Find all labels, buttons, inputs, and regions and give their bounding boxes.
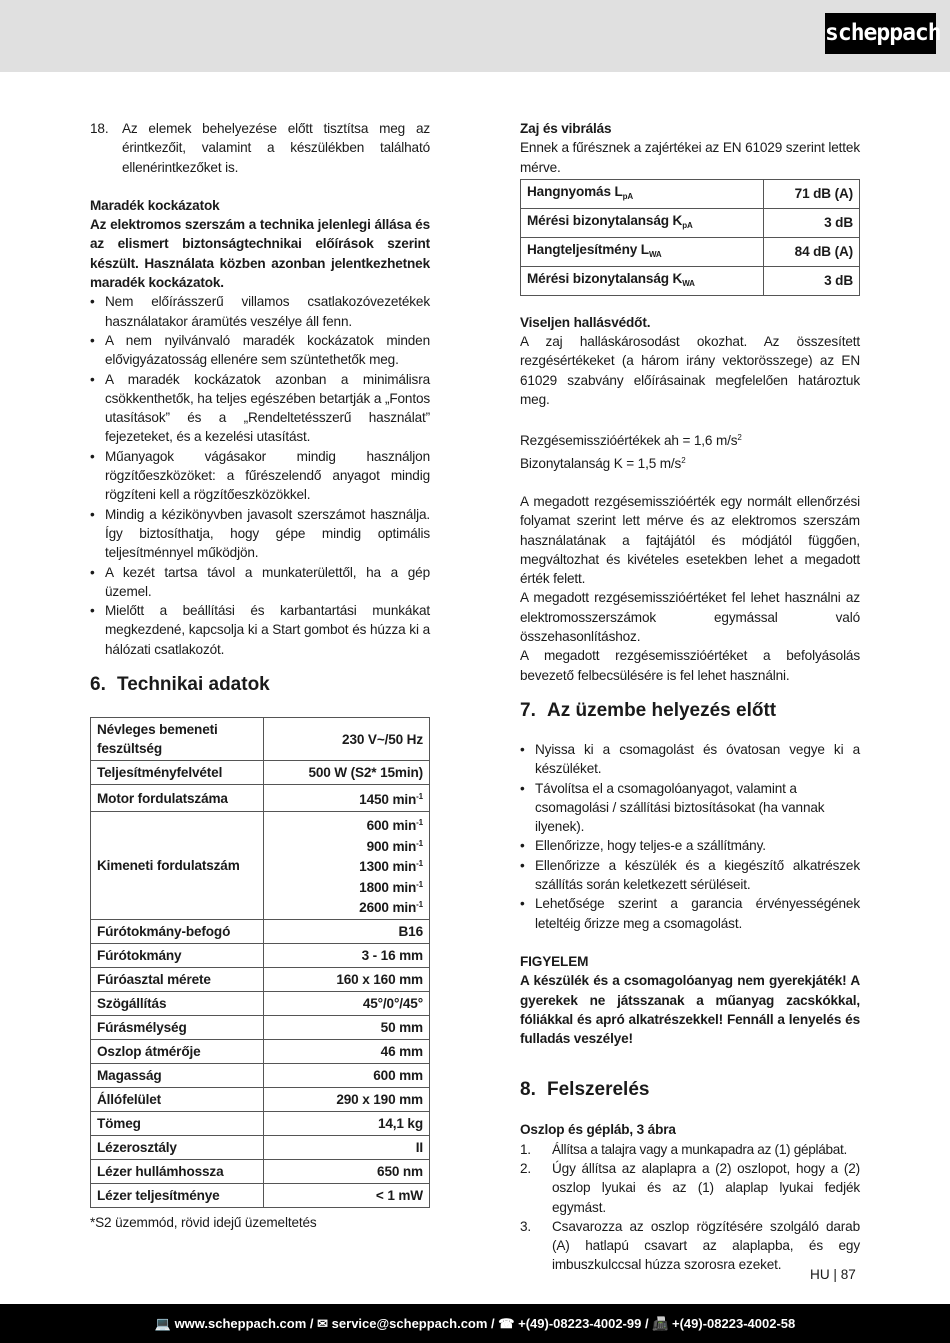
spec-value: [264, 919, 430, 943]
spec-row: [91, 1063, 430, 1087]
list-item: • Ellenőrizze a készülék és a kiegészítő alkatrészek szállítás során keletkezett sérüléseit.: [520, 856, 860, 895]
value-text: 290 x 190 mm: [336, 1091, 423, 1107]
spec-row: [91, 812, 430, 920]
noise-label: [521, 237, 764, 266]
noise-intro: Ennek a fűrésznek a zajértékei az EN 61029 szerint lettek mérve.: [520, 140, 860, 175]
superscript: 2: [681, 455, 686, 465]
superscript: -1: [416, 818, 423, 828]
email-link[interactable]: service@scheppach.com: [331, 1316, 488, 1331]
spec-label: Magasság: [91, 1063, 264, 1087]
value-text: 1300 min: [359, 859, 417, 875]
fax-number: +(49)-08223-4002-58: [672, 1316, 796, 1331]
spec-value: [264, 718, 430, 761]
spec-value: [264, 1111, 430, 1135]
spec-row: [91, 785, 430, 812]
subsection-title: Oszlop és gépláb, 3 ábra: [520, 1122, 676, 1138]
residual-intro: Az elektromos szerszám a technika jelenlegi állása és az elismert biztonságtechnikai előírások szerint készült. Használata közben azonban jelentkezhetnek maradék kockázatok.: [90, 217, 430, 291]
value-text: Rezgésemisszióértékek ah = 1,6 m/s: [520, 433, 738, 449]
spec-value-line: [270, 855, 423, 876]
value-text: B16: [398, 923, 423, 939]
subscript: WA: [682, 278, 695, 288]
list-item: • Ellenőrizze, hogy teljes-e a szállítmány.: [520, 836, 860, 855]
spec-value: [264, 991, 430, 1015]
noise-value: 71 dB (A): [764, 179, 860, 208]
noise-label: [521, 266, 764, 295]
value-text: 1800 min: [359, 879, 417, 895]
spec-value: [264, 1039, 430, 1063]
value-text: 650 nm: [377, 1163, 423, 1179]
mail-icon: ✉: [317, 1316, 329, 1331]
noise-value: 3 dB: [764, 266, 860, 295]
spec-row: [91, 991, 430, 1015]
assembly-steps: [520, 1140, 860, 1275]
footer-bar: [0, 1304, 950, 1343]
spec-label: Fúrótokmány-befogó: [91, 919, 264, 943]
residual-list: [90, 292, 430, 659]
section-title: Az üzembe helyezés előtt: [547, 699, 777, 721]
list-item: • Mielőtt a beállítási és karbantartási munkákat megkezdené, kapcsolja ki a Start gombot és húzza ki a hálózati csatlakozót.: [90, 601, 430, 659]
step-number: 1.: [520, 1141, 531, 1157]
superscript: -1: [416, 792, 423, 802]
spec-row: [91, 943, 430, 967]
spec-label: Fúrótokmány: [91, 943, 264, 967]
spec-row: [91, 1111, 430, 1135]
list-item: • Műanyagok vágásakor mindig használjon rögzítőeszközöket: a fűrészelendő anyagot mindig rögzíteni kell a rögzítőeszközökkel.: [90, 447, 430, 505]
language-code: HU: [810, 1267, 830, 1282]
separator: |: [833, 1267, 837, 1282]
list-item: • Nyissa ki a csomagolást és óvatosan vegye ki a készüléket.: [520, 740, 860, 779]
value-text: 500 W (S2* 15min): [308, 765, 423, 781]
page-number: [810, 1265, 856, 1284]
list-item-18: [90, 119, 430, 177]
value-text: 46 mm: [380, 1043, 423, 1059]
spec-value: [264, 761, 430, 785]
hearing-text: A zaj halláskárosodást okozhat. Az összesített rezgésértékeket (a három irány vektorösszege) az EN 61029 szabvány előírásainak megfelelően határoztuk meg.: [520, 334, 860, 408]
step-number: 3.: [520, 1218, 532, 1234]
vibration-para-2: A megadott rezgésemisszióértéket fel lehet használni az elektromosszerszámok egymással való összehasonlításhoz.: [520, 590, 860, 645]
superscript: -1: [416, 900, 423, 910]
label-text: Mérési bizonytalanság K: [527, 270, 683, 286]
spec-label: Fúróasztal mérete: [91, 967, 264, 991]
noise-value: 3 dB: [764, 208, 860, 237]
spec-value: [264, 1063, 430, 1087]
noise-label: [521, 179, 764, 208]
noise-value: 84 dB (A): [764, 237, 860, 266]
spec-label: Állófelület: [91, 1087, 264, 1111]
vibration-para-1: A megadott rezgésemisszióérték egy normált ellenőrzési folyamat szerint lett mérve és az elektromos szerszám használatának a fajtájától és módjától függően, megváltozhat és kivételes esetekben lehet a megadott érték felett.: [520, 493, 860, 587]
step-item: [520, 1140, 860, 1159]
superscript: -1: [416, 838, 423, 848]
subscript: pA: [682, 220, 693, 230]
value-text: 160 x 160 mm: [336, 971, 423, 987]
label-text: Mérési bizonytalanság K: [527, 212, 683, 228]
spec-label: Tömeg: [91, 1111, 264, 1135]
value-text: Bizonytalanság K = 1,5 m/s: [520, 455, 682, 471]
list-item: • Nem előírásszerű villamos csatlakozóvezetékek használatakor áramütés veszélye áll fenn.: [90, 292, 430, 331]
value-text: 50 mm: [380, 1019, 423, 1035]
computer-icon: 💻: [154, 1316, 171, 1331]
superscript: 2: [737, 433, 742, 443]
separator: /: [641, 1316, 653, 1331]
spec-label: Lézerosztály: [91, 1135, 264, 1159]
value-text: II: [415, 1139, 423, 1155]
noise-row: [521, 266, 860, 295]
left-column: [90, 119, 430, 1232]
noise-row: [521, 179, 860, 208]
list-item: • A maradék kockázatok azonban a minimálisra csökkenthetők, ha teljes egészében betartják a „Fontos utasítások” és a „Rendeltetésszerű használat” fejezeteket, és a kezelési utasítást.: [90, 370, 430, 447]
scheppach-logo: scheppach: [825, 13, 936, 54]
spec-value: [264, 1183, 430, 1207]
noise-label: [521, 208, 764, 237]
spec-value: [264, 943, 430, 967]
list-item: • Mindig a kézikönyvben javasolt szerszámot használja. Így biztosíthatja, hogy gépe mindig optimális teljesítménnyel működjön.: [90, 505, 430, 563]
fax-icon: 📠: [652, 1316, 669, 1331]
spec-row: [91, 919, 430, 943]
footnote: *S2 üzemmód, rövid idejű üzemeltetés: [90, 1214, 317, 1230]
spec-value-line: [270, 896, 423, 917]
item-text: Az elemek behelyezése előtt tisztítsa meg az érintkezőit, valamint a készülékben található ellenérintkezőket is.: [122, 121, 430, 175]
value-text: 230 V~/50 Hz: [342, 731, 423, 747]
unpacking-list: [520, 740, 860, 933]
attention-title: FIGYELEM: [520, 953, 589, 969]
noise-title: Zaj és vibrálás: [520, 121, 612, 136]
spec-row: [91, 718, 430, 761]
spec-label: Fúrásmélység: [91, 1015, 264, 1039]
value-text: 1450 min: [359, 792, 417, 808]
vibration-para-3: A megadott rezgésemisszióértéket a befolyásolás bevezető felbecsülésére is fel lehet használni.: [520, 648, 860, 683]
step-number: 2.: [520, 1160, 532, 1176]
separator: /: [306, 1316, 318, 1331]
value-text: 600 min: [366, 818, 417, 834]
separator: /: [487, 1316, 499, 1331]
superscript: -1: [416, 859, 423, 869]
spec-row: [91, 967, 430, 991]
spec-value: [264, 1087, 430, 1111]
value-text: 900 min: [366, 838, 417, 854]
list-item: • Lehetősége szerint a garancia érvényességének leteltéig őrizze meg a csomagolást.: [520, 894, 860, 933]
spec-label: Motor fordulatszáma: [91, 785, 264, 812]
spec-value: [264, 812, 430, 920]
superscript: -1: [416, 879, 423, 889]
step-text: Úgy állítsa az alaplapra a (2) oszlopot, hogy a (2) oszlop lyukai és az (1) alaplap lyukai fedjék egymást.: [552, 1160, 860, 1215]
value-text: < 1 mW: [375, 1187, 423, 1203]
section-number: 8.: [520, 1079, 536, 1101]
step-text: Csavarozza az oszlop rögzítésére szolgáló darab (A) hatlapú csavart az alaplapba, és egy imbuszkulccsal húzza szorosra ezeket.: [552, 1218, 860, 1273]
subscript: WA: [648, 249, 662, 259]
value-text: 3 - 16 mm: [361, 947, 423, 963]
phone-number: +(49)-08223-4002-99: [518, 1316, 642, 1331]
spec-row: [91, 1087, 430, 1111]
spec-label: Teljesítményfelvétel: [91, 761, 264, 785]
specs-table: [90, 717, 430, 1208]
spec-row: [91, 1183, 430, 1207]
section-6-heading: [90, 673, 430, 697]
value-text: 45°/0°/45°: [362, 995, 423, 1011]
section-number: 7.: [520, 699, 536, 721]
page-num: 87: [840, 1267, 856, 1282]
spec-label: Lézer hullámhossza: [91, 1159, 264, 1183]
spec-row: [91, 1135, 430, 1159]
item-number: 18.: [90, 121, 109, 136]
spec-value: [264, 1135, 430, 1159]
label-text: Hangnyomás L: [527, 183, 623, 199]
noise-row: [521, 208, 860, 237]
spec-value: [264, 967, 430, 991]
hearing-title: Viseljen hallásvédőt.: [520, 314, 651, 330]
spec-value-line: [270, 814, 423, 835]
spec-label: Szögállítás: [91, 991, 264, 1015]
section-number: 6.: [90, 674, 106, 696]
spec-row: [91, 1039, 430, 1063]
value-text: 14,1 kg: [377, 1115, 423, 1131]
list-item: • A nem nyilvánvaló maradék kockázatok minden elővigyázatosság ellenére sem szüntethetők meg.: [90, 331, 430, 370]
attention-text: A készülék és a csomagolóanyag nem gyerekjáték! A gyerekek ne játsszanak a műanyag zacskókkal, fóliákkal és apró alkatrészekkel! Fennáll a lenyelés és fulladás veszélye!: [520, 973, 860, 1047]
section-title: Technikai adatok: [117, 674, 270, 696]
step-item: [520, 1159, 860, 1217]
section-title: Felszerelés: [547, 1079, 650, 1101]
section-8-heading: [520, 1078, 860, 1102]
subscript: pA: [622, 191, 634, 201]
spec-label: Kimeneti fordulatszám: [91, 812, 264, 920]
uncertainty-value: [520, 451, 860, 473]
spec-value: [264, 785, 430, 812]
spec-row: [91, 1159, 430, 1183]
phone-icon: ☎: [498, 1316, 515, 1331]
spec-row: [91, 1015, 430, 1039]
spec-value: [264, 1015, 430, 1039]
value-text: 600 mm: [373, 1067, 423, 1083]
section-7-heading: [520, 699, 860, 723]
right-column: [520, 119, 860, 1275]
spec-value: [264, 1159, 430, 1183]
step-item: [520, 1217, 860, 1275]
spec-value-line: [270, 876, 423, 897]
spec-row: [91, 761, 430, 785]
list-item: • A kezét tartsa távol a munkaterülettől, ha a gép üzemel.: [90, 563, 430, 602]
step-text: Állítsa a talajra vagy a munkapadra az (1) géplábat.: [552, 1141, 847, 1157]
page-header: [0, 0, 950, 72]
value-text: 2600 min: [359, 900, 417, 916]
spec-label: Oszlop átmérője: [91, 1039, 264, 1063]
vibration-value: [520, 428, 860, 450]
list-item: • Távolítsa el a csomagolóanyagot, valamint a csomagolási / szállítási biztosításokat (ha vannak ilyenek).: [520, 779, 860, 837]
spec-label: Lézer teljesítménye: [91, 1183, 264, 1207]
label-text: Hangteljesítmény L: [527, 241, 649, 257]
noise-table: [520, 179, 860, 296]
spec-label: Névleges bemeneti feszültség: [91, 718, 264, 761]
noise-row: [521, 237, 860, 266]
spec-value-line: [270, 835, 423, 856]
residual-title: Maradék kockázatok: [90, 197, 220, 213]
website-link[interactable]: www.scheppach.com: [174, 1316, 307, 1331]
